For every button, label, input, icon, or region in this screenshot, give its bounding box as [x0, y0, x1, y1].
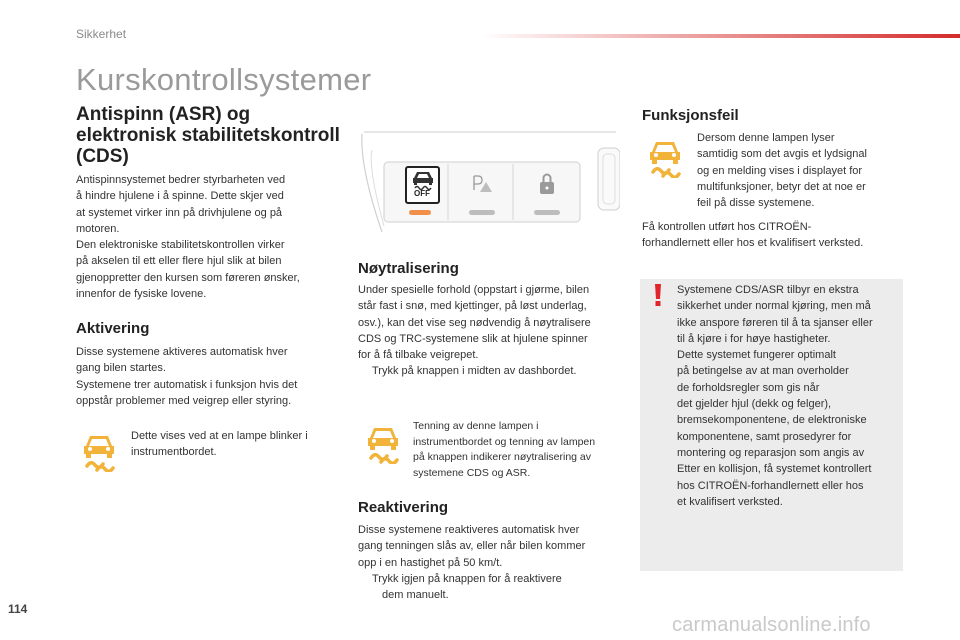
esp-off-led	[409, 210, 431, 215]
text-line: ikke anspore føreren til å ta sjanser eller	[677, 316, 873, 329]
text-line: gang tenningen slås av, eller når bilen kommer	[358, 540, 586, 553]
aktivering-heading: Aktivering	[76, 320, 150, 337]
intro-text	[76, 172, 346, 302]
bullet-icon	[358, 363, 372, 379]
text-line: Få kontrollen utført hos CITROËN-	[642, 221, 812, 233]
noytralisering-lamp-text	[413, 419, 628, 482]
text-line: Disse systemene aktiveres automatisk hver	[76, 346, 288, 358]
text-line: oppstår problemer med veigrep eller styring.	[76, 394, 292, 407]
funksjonsfeil-text	[642, 219, 907, 252]
text-line: montering og reparasjon som angis av	[677, 446, 865, 459]
step-item	[358, 571, 633, 587]
text-line: gjenoppretter den kursen som føreren ønsker,	[76, 271, 300, 284]
text-line: Dette vises ved at en lampe blinker i	[131, 430, 308, 442]
esp-off-label: OFF	[414, 189, 430, 198]
text-line: feil på disse systemene.	[697, 197, 815, 210]
noytralisering-text	[358, 282, 628, 380]
esp-off-button-icon	[412, 170, 434, 190]
esp-lamp-icon	[82, 432, 116, 472]
step-text-cont: dem manuelt.	[382, 589, 449, 602]
text-line: til å kjøre i for høye hastigheter.	[677, 332, 831, 345]
step-text: Trykk igjen på knappen for å reaktivere	[372, 572, 562, 585]
watermark: carmanualsonline.info	[672, 614, 871, 636]
text-line: Dette systemet fungerer optimalt	[677, 349, 836, 362]
text-line: på knappen indikerer nøytralisering av	[413, 451, 592, 464]
step-item	[358, 363, 628, 379]
lock-button-indicator	[534, 210, 560, 215]
text-line: Dersom denne lampen lyser	[697, 132, 835, 144]
esp-lamp-icon	[366, 424, 400, 464]
text-line: komponentene, samt prosedyrer for	[677, 430, 852, 443]
text-line: samtidig som det avgis et lydsignal	[697, 148, 867, 161]
text-line: Den elektroniske stabilitetskontrollen virker	[76, 239, 285, 252]
text-line: hos CITROËN-forhandlernett eller hos	[677, 479, 864, 492]
text-line: på akselen til ett eller flere hjul slik at bilen	[76, 255, 282, 268]
exclamation-icon	[652, 284, 664, 306]
esp-lamp-icon	[648, 138, 682, 178]
noytralisering-heading: Nøytralisering	[358, 260, 459, 277]
text-line: står fast i snø, med kjettinger, på løst underlag,	[358, 300, 587, 313]
text-line: Antispinnsystemet bedrer styrbarheten ved	[76, 174, 286, 186]
funksjonsfeil-heading: Funksjonsfeil	[642, 107, 739, 124]
esp-off-button[interactable]	[405, 166, 440, 204]
text-line: opp i en hastighet på 50 km/t.	[358, 556, 503, 569]
text-line: Disse systemene reaktiveres automatisk hver	[358, 524, 580, 536]
funksjonsfeil-lamp-text	[697, 130, 907, 211]
warning-text	[677, 282, 899, 510]
header-accent-line	[480, 34, 960, 38]
reaktivering-text	[358, 522, 633, 603]
text-line: et kvalifisert verksted.	[677, 495, 783, 508]
page-title: Kurskontrollsystemer	[76, 62, 372, 97]
reaktivering-heading: Reaktivering	[358, 499, 449, 516]
text-line: og en melding vises i displayet for	[697, 164, 863, 177]
page-number: 114	[8, 602, 28, 616]
text-line: at systemet virker inn på drivhjulene og på	[76, 206, 283, 219]
text-line: Systemene trer automatisk i funksjon hvis det	[76, 378, 298, 391]
text-line: innenfor de fysiske lovene.	[76, 288, 207, 301]
text-line: osv.), kan det vise seg nødvendig å nøytralisere	[358, 316, 591, 329]
text-line: multifunksjoner, betyr det at noe er	[697, 180, 866, 193]
section-label: Sikkerhet	[76, 27, 127, 41]
text-line: Etter en kollisjon, få systemet kontrollert	[677, 463, 872, 476]
text-line: det gjelder hjul (dekk og felger),	[677, 398, 832, 411]
text-line: instrumentbordet og tenning av lampen	[413, 435, 596, 448]
text-line: Systemene CDS/ASR tilbyr en ekstra	[677, 284, 859, 296]
text-line: Under spesielle forhold (oppstart i gjørme, bilen	[358, 284, 590, 296]
text-line: Tenning av denne lampen i	[413, 420, 539, 432]
aktivering-lamp-text	[131, 428, 341, 461]
text-line: gang bilen startes.	[76, 362, 166, 375]
text-line: forhandlernett eller hos et kvalifisert verksted.	[642, 237, 864, 250]
text-line: CDS og TRC-systemene slik at hjulene spinner	[358, 332, 588, 345]
text-line: systemene CDS og ASR.	[413, 467, 531, 480]
text-line: for å få tilbake veigrepet.	[358, 349, 479, 362]
dashboard-illustration	[358, 128, 620, 240]
main-heading: Antispinn (ASR) og elektronisk stabilitetskontroll (CDS)	[76, 104, 340, 167]
text-line: bremsekomponentene, de elektroniske	[677, 414, 867, 427]
text-line: på betingelse av at man overholder	[677, 365, 849, 378]
text-line: sikkerhet under normal kjøring, men må	[677, 300, 871, 313]
step-text: Trykk på knappen i midten av dashbordet.	[372, 365, 577, 378]
bullet-icon	[358, 571, 372, 587]
text-line: de forholdsregler som gis når	[677, 381, 820, 394]
text-line: å hindre hjulene i å spinne. Dette skjer ved	[76, 190, 284, 203]
text-line: instrumentbordet.	[131, 446, 217, 459]
parking-button-indicator	[469, 210, 495, 215]
text-line: motoren.	[76, 222, 120, 235]
aktivering-text	[76, 344, 346, 409]
